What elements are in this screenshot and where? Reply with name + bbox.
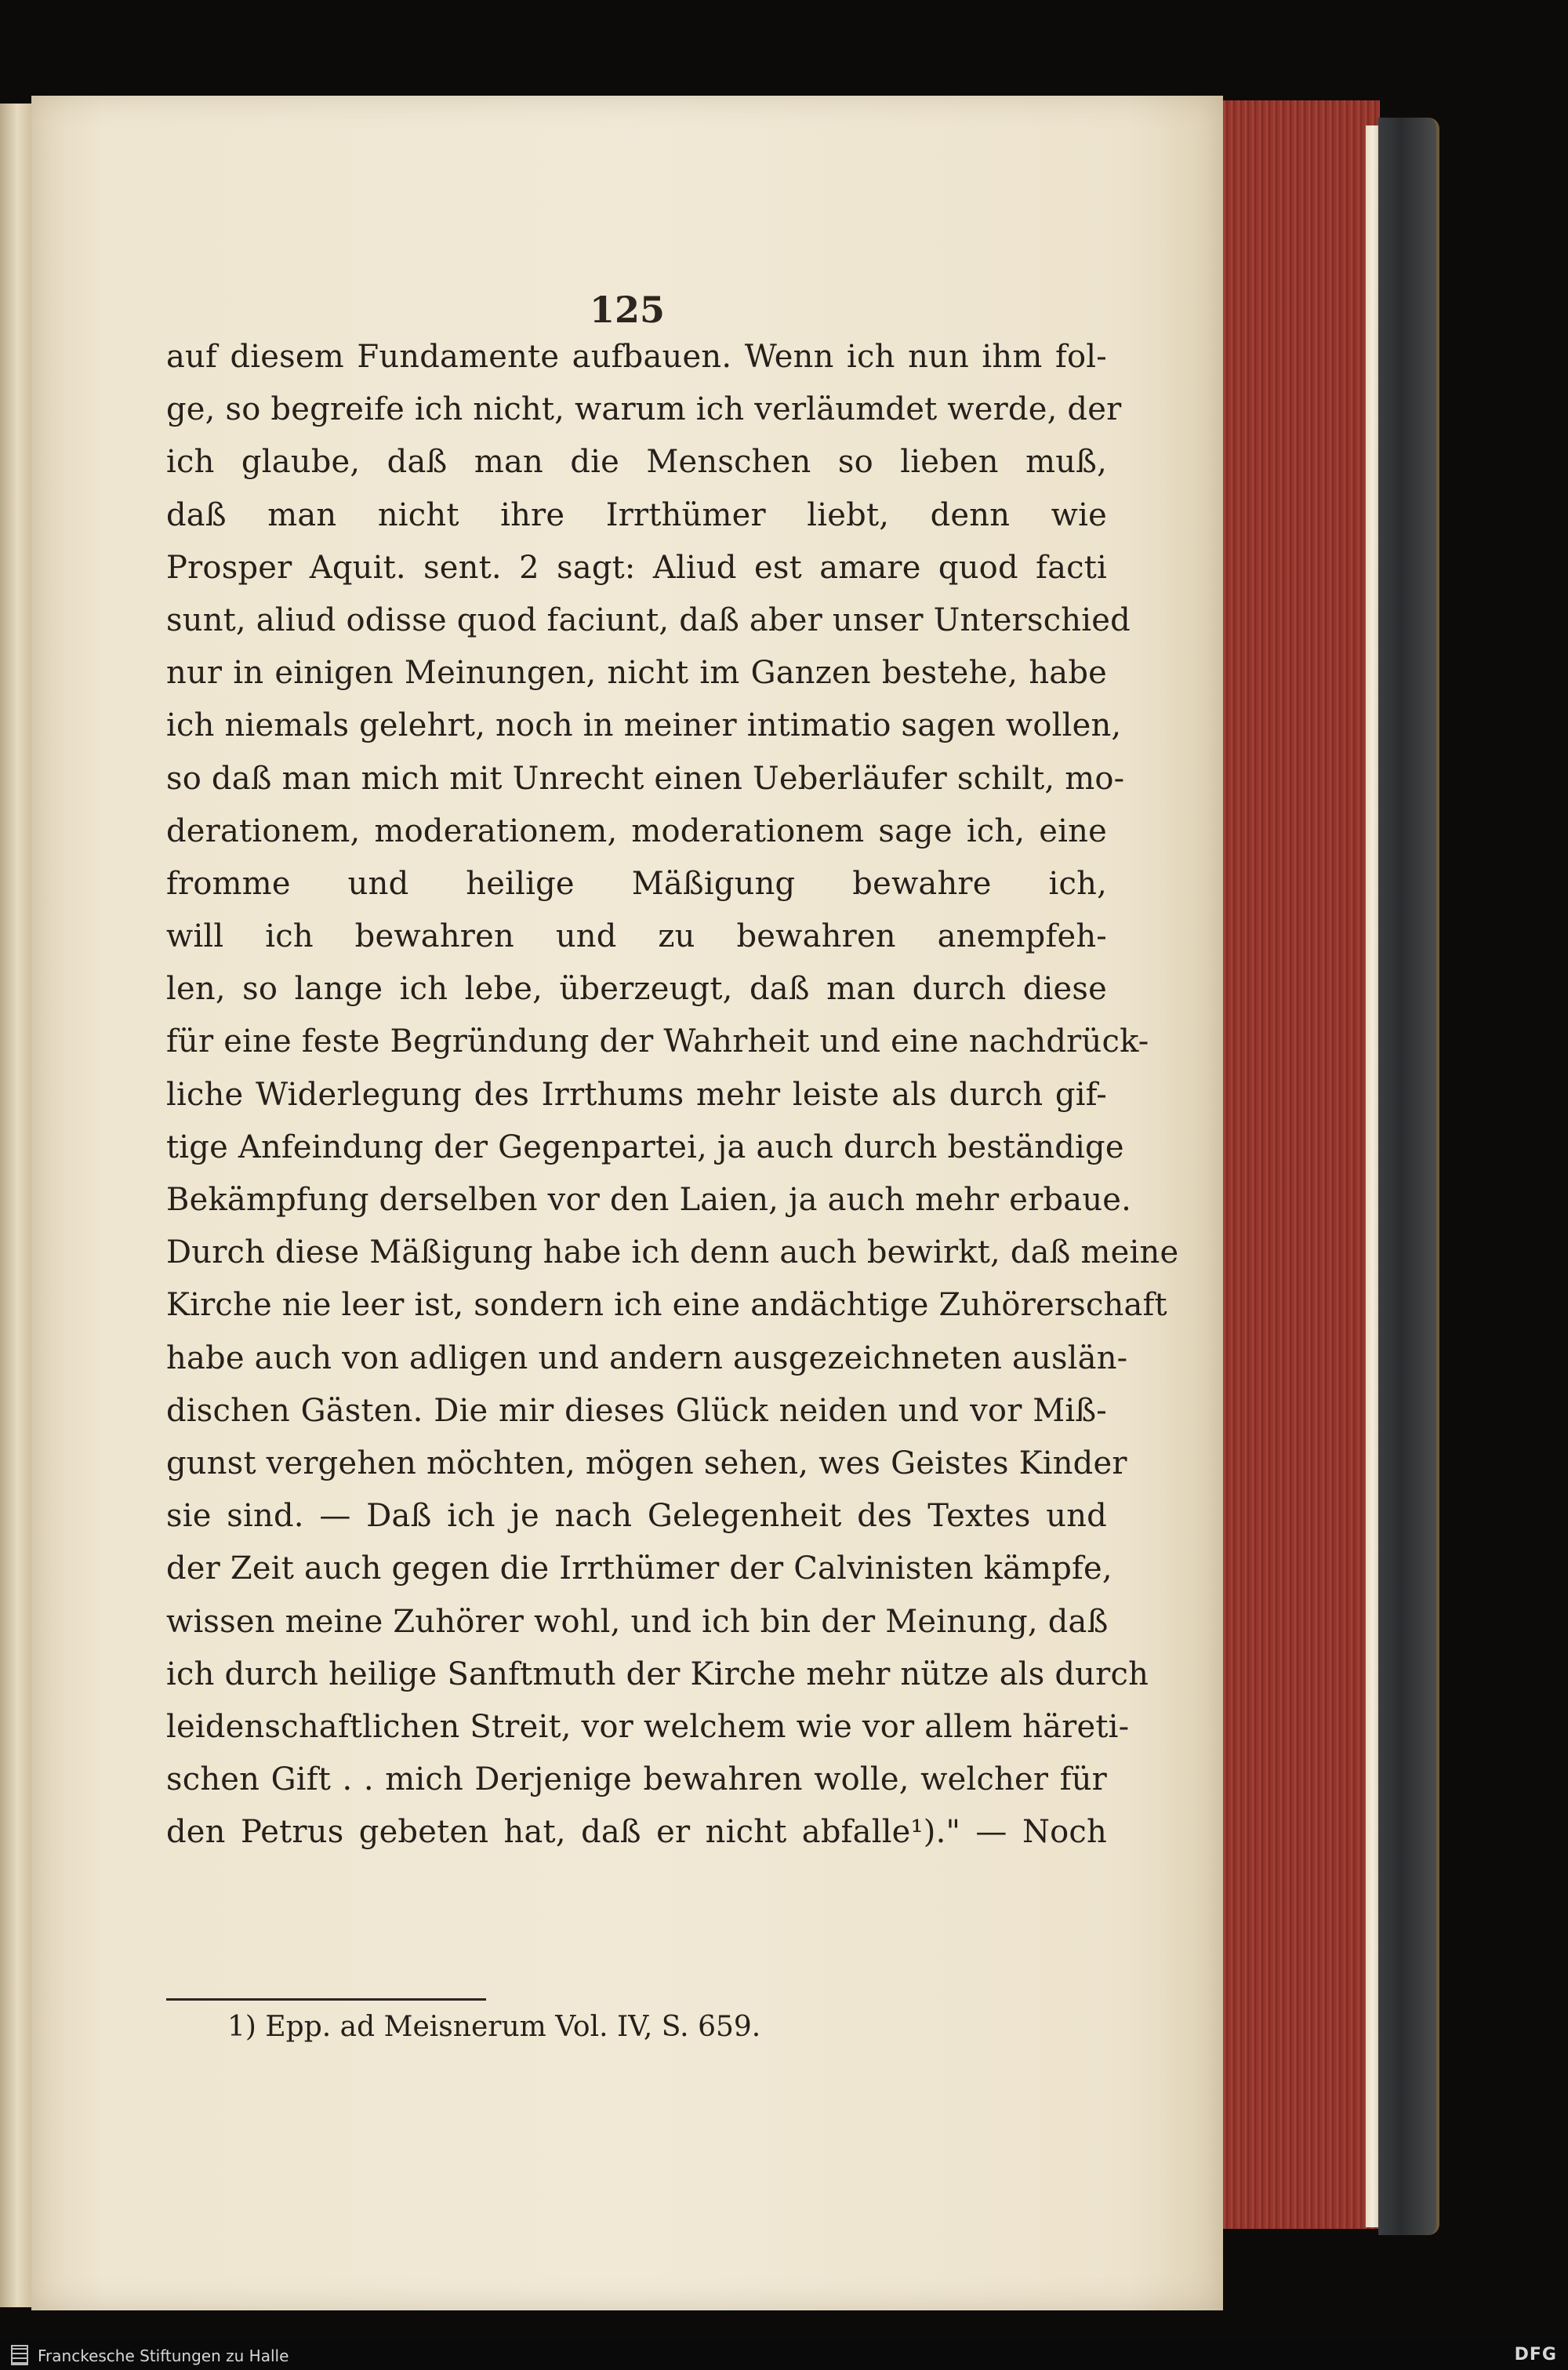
text-line: gunst vergehen möchten, mögen sehen, wes Geistes Kinder xyxy=(166,1445,1127,1481)
book-edge xyxy=(1214,100,1380,2229)
text-line: will ich bewahren und zu bewahren anempfeh- xyxy=(166,918,1107,955)
text-line: Durch diese Mäßigung habe ich denn auch bewirkt, daß meine xyxy=(166,1234,1179,1271)
footnote-rule xyxy=(166,1998,486,2001)
text-line: tige Anfeindung der Gegenpartei, ja auch durch beständige xyxy=(166,1129,1124,1165)
dfg-logo: DFG xyxy=(1514,2345,1557,2365)
text-line: dischen Gästen. Die mir dieses Glück neiden und vor Miß- xyxy=(166,1392,1107,1429)
text-line: len, so lange ich lebe, überzeugt, daß man durch diese xyxy=(166,971,1107,1008)
text-line: leidenschaftlichen Streit, vor welchem wie vor allem häreti- xyxy=(166,1708,1130,1745)
viewer-footer xyxy=(0,2340,1568,2370)
text-line: ich durch heilige Sanftmuth der Kirche mehr nütze als durch xyxy=(166,1656,1149,1692)
text-line: schen Gift . . mich Derjenige bewahren wolle, welcher für xyxy=(166,1761,1107,1798)
text-line: fromme und heilige Mäßigung bewahre ich, xyxy=(166,865,1107,902)
text-line: sie sind. — Daß ich je nach Gelegenheit des Textes und xyxy=(166,1498,1107,1535)
text-line: liche Widerlegung des Irrthums mehr leiste als durch gif- xyxy=(166,1076,1107,1113)
text-line: Bekämpfung derselben vor den Laien, ja auch mehr erbaue. xyxy=(166,1182,1132,1218)
left-page-edge xyxy=(0,104,33,2307)
text-line: der Zeit auch gegen die Irrthümer der Calvinisten kämpfe, xyxy=(166,1550,1112,1587)
text-line: Prosper Aquit. sent. 2 sagt: Aliud est amare quod facti xyxy=(166,549,1107,586)
text-line: auf diesem Fundamente aufbauen. Wenn ich nun ihm fol- xyxy=(166,339,1107,375)
text-line: daß man nicht ihre Irrthümer liebt, denn wie xyxy=(166,496,1107,533)
text-line: derationem, moderationem, moderationem sage ich, eine xyxy=(166,812,1107,849)
text-line: habe auch von adligen und andern ausgezeichneten auslän- xyxy=(166,1339,1128,1376)
text-line: ich niemals gelehrt, noch in meiner intimatio sagen wollen, xyxy=(166,707,1122,744)
text-line: nur in einigen Meinungen, nicht im Ganzen bestehe, habe xyxy=(166,655,1107,692)
body-text xyxy=(166,331,1179,1859)
book-cover xyxy=(1378,118,1439,2235)
text-line: den Petrus gebeten hat, daß er nicht abfalle¹)." — Noch xyxy=(166,1814,1107,1851)
text-line: ge, so begreife ich nicht, warum ich verläumdet werde, der xyxy=(166,391,1122,428)
institution-logo-icon xyxy=(11,2345,28,2365)
book-page xyxy=(31,96,1223,2310)
text-line: sunt, aliud odisse quod faciunt, daß aber unser Unterschied xyxy=(166,602,1131,638)
page-number: 125 xyxy=(589,289,666,331)
text-line: wissen meine Zuhörer wohl, und ich bin der Meinung, daß xyxy=(166,1603,1109,1640)
text-line: so daß man mich mit Unrecht einen Ueberläufer schilt, mo- xyxy=(166,760,1125,797)
institution-name: Franckesche Stiftungen zu Halle xyxy=(38,2346,289,2365)
text-line: ich glaube, daß man die Menschen so lieben muß, xyxy=(166,444,1107,481)
text-line: Kirche nie leer ist, sondern ich eine andächtige Zuhörerschaft xyxy=(166,1287,1167,1324)
footnote: 1) Epp. ad Meisnerum Vol. IV, S. 659. xyxy=(227,2011,761,2043)
text-line: für eine feste Begründung der Wahrheit und eine nachdrück- xyxy=(166,1023,1149,1060)
